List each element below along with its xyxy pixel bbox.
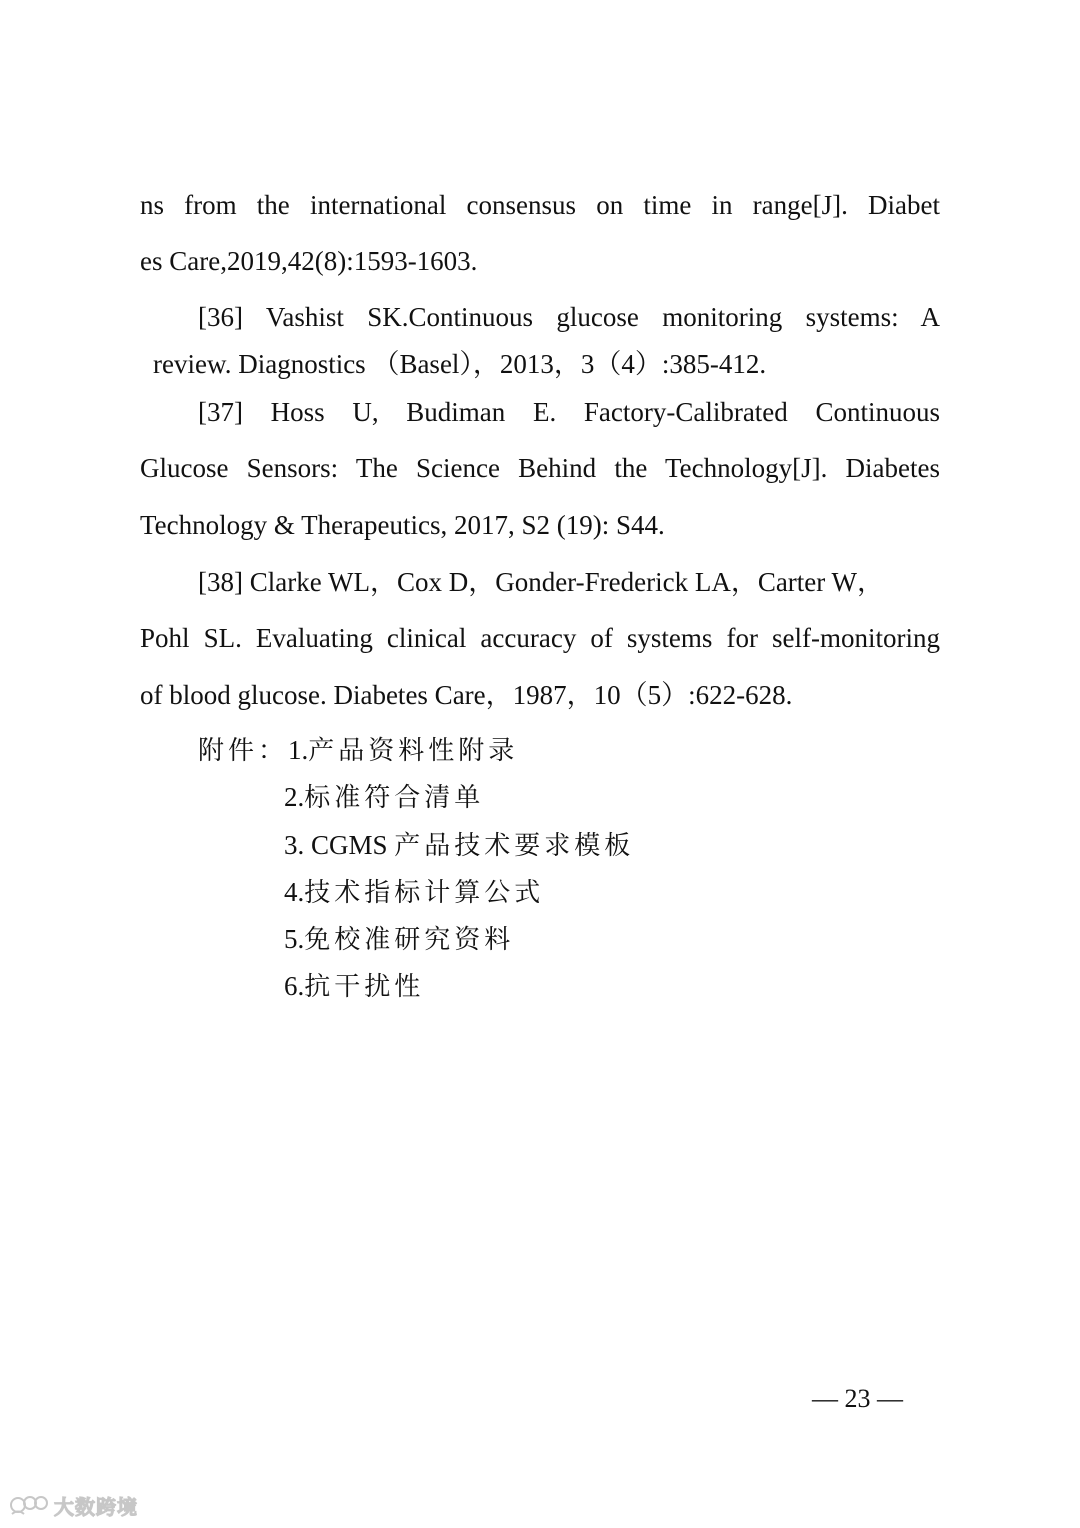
attachment-title: 标准符合清单 [304,783,485,813]
attachment-item-5 [284,921,514,958]
attachment-title: 抗干扰性 [304,972,425,1002]
attachment-title: 产品技术要求模板 [394,831,635,861]
attachment-number: 6. [284,971,305,1001]
reference-38-line-3: of blood glucose. Diabetes Care，1987，10（5）:622-628. [140,680,793,710]
attachment-item-4 [284,874,544,911]
reference-36-line-1: [36] Vashist SK.Continuous glucose monitoring systems: A [198,302,940,332]
reference-37-line-2: Glucose Sensors: The Science Behind the Technology[J]. Diabetes [140,453,940,483]
watermark [8,1490,148,1520]
watermark-text: 大数跨境 [54,1494,138,1519]
reference-35-continuation-line-2: es Care,2019,42(8):1593‑1603. [140,246,478,276]
attachment-title: 技术指标计算公式 [304,878,545,908]
attachment-number: 2. [284,782,305,812]
attachment-number: 3. CGMS [284,830,395,860]
attachment-item-3 [284,827,634,864]
page-number: — 23 — [812,1384,903,1413]
reference-37-line-1: [37] Hoss U, Budiman E. Factory-Calibrated Continuous [198,397,940,427]
attachment-title: 免校准研究资料 [304,925,515,955]
reference-38-line-1: [38] Clarke WL，Cox D，Gonder-Frederick LA，Carter W， [198,567,885,597]
reference-36-line-2: review. Diagnostics （Basel），2013，3（4）:385-412. [153,349,767,379]
reference-38-line-2: Pohl SL. Evaluating clinical accuracy of systems for self-monitoring [140,623,940,653]
ic-logo-icon [8,1492,50,1518]
reference-35-continuation-line-1: ns from the international consensus on time in range[J]. Diabet [140,190,940,220]
attachment-item-6 [284,968,424,1005]
attachments-label: 附件： [198,736,289,766]
attachment-number: 5. [284,924,305,954]
attachment-number: 4. [284,877,305,907]
reference-37-line-3: Technology & Therapeutics, 2017, S2 (19): S44. [140,510,665,540]
attachment-number: 1. [288,735,309,765]
attachment-title: 产品资料性附录 [308,736,519,766]
attachment-item-1 [198,732,518,769]
attachment-item-2 [284,779,484,816]
